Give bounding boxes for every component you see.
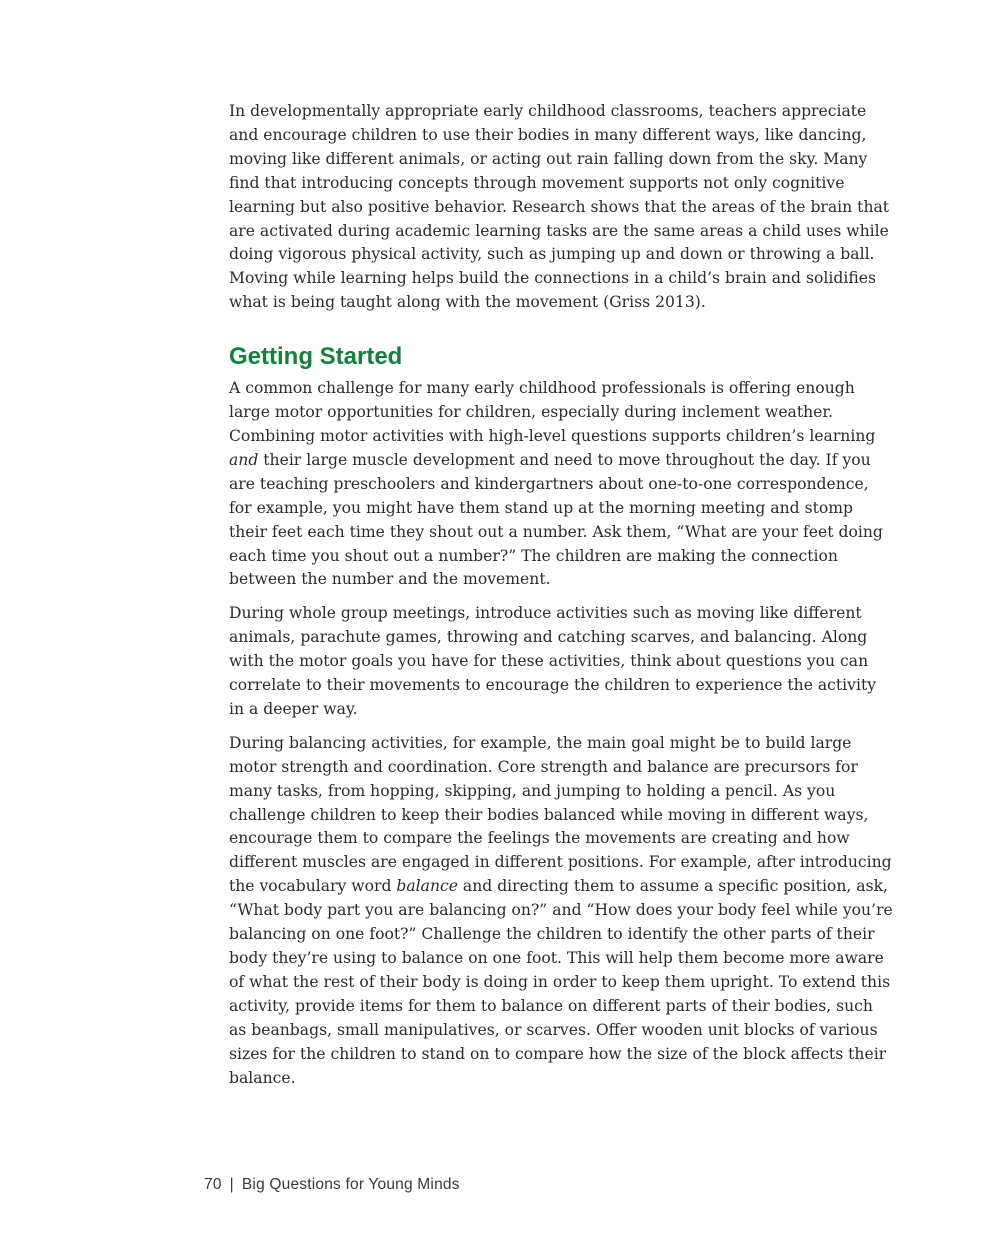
paragraph-text: During balancing activities, for example, the main goal might be to build large motor strength and coordination. Core strength and balance are precursors for many tasks, from hopping, skipping, and jumping to holding a pencil. As you challenge children to keep their bodies balanced while moving in different ways, encourage them to compare the feelings the movements are creating and how different muscles are engaged in different positions. For example, after introducing the vocabulary word	[229, 733, 892, 896]
section-paragraph-1	[229, 377, 894, 592]
page-number: 70	[204, 1176, 222, 1193]
section-heading: Getting Started	[229, 343, 403, 371]
intro-paragraph: In developmentally appropriate early childhood classrooms, teachers appreciate and encourage children to use their bodies in many different ways, like dancing, moving like different animals, or acting out rain falling down from the sky. Many find that introducing concepts through movement supports not only cognitive learning but also positive behavior. Research shows that the areas of the brain that are activated during academic learning tasks are the same areas a child uses while doing vigorous physical activity, such as jumping up and down or throwing a ball. Moving while learning helps build the connections in a child’s brain and solidifies what is being taught along with the movement (Griss 2013).	[229, 102, 890, 312]
page-body	[229, 100, 894, 1090]
section-paragraph-2: During whole group meetings, introduce activities such as moving like different animals, parachute games, throwing and catching scarves, and balancing. Along with the motor goals you have for these activities, think about questions you can correlate to their movements to encourage the children to experience the activity in a deeper way.	[229, 604, 877, 718]
emphasis-text: and	[229, 450, 259, 469]
paragraph-text: their large muscle development and need to move throughout the day. If you are teaching preschoolers and kindergartners about one-to-one correspondence, for example, you might have them stand up at the morning meeting and stomp their feet each time they shout out a number. Ask them, “What are your feet doing each time you shout out a number?” The children are making the connection between the number and the movement.	[229, 450, 883, 589]
emphasis-text: balance	[396, 877, 458, 896]
book-title: Big Questions for Young Minds	[241, 1176, 460, 1193]
section-paragraph-3	[229, 732, 894, 1091]
paragraph-text: and directing them to assume a specific position, ask, “What body part you are balancing on?” and “How does your body feel while you’re balancing on one foot?” Challenge the children to identify the other parts of their body they’re using to balance on one foot. This will help them become more aware of what the rest of their body is doing in order to keep them upright. To extend this activity, provide items for them to balance on different parts of their bodies, such as beanbags, small manipulatives, or scarves. Offer wooden unit blocks of various sizes for the children to stand on to compare how the size of the block affects their balance.	[229, 877, 893, 1087]
footer-separator: |	[229, 1176, 234, 1193]
paragraph-text: A common challenge for many early childhood professionals is offering enough large motor opportunities for children, especially during inclement weather. Combining motor activities with high-level questions supports children’s learning	[229, 379, 876, 445]
page-footer	[204, 1176, 460, 1194]
